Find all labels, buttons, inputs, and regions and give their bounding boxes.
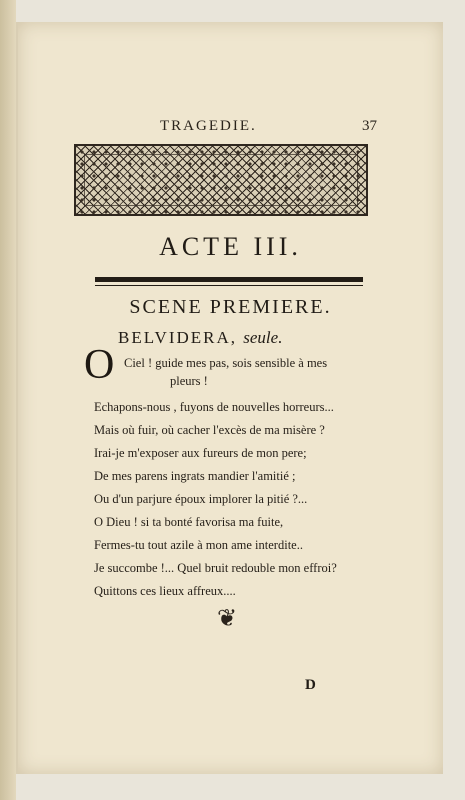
speaker-line [118, 328, 282, 348]
speaker-name: BELVIDERA, [118, 328, 238, 347]
decorative-headpiece [74, 144, 368, 216]
scene-title: SCENE PREMIERE. [129, 296, 332, 318]
verse-line: Ciel ! guide mes pas, sois sensible à mes [124, 356, 328, 370]
drop-cap: O [84, 342, 115, 388]
speaker-note: seule. [243, 328, 283, 347]
binding-gutter [0, 0, 16, 800]
signature-mark: D [305, 677, 316, 693]
verse-line: Irai-je m'exposer aux fureurs de mon pere; [94, 446, 307, 460]
thick-rule [95, 277, 363, 282]
page-number: 37 [362, 118, 377, 134]
verse-line: Quittons ces lieux affreux.... [94, 584, 236, 598]
verse-line: pleurs ! [170, 374, 208, 388]
book-page [16, 22, 443, 774]
thin-rule [95, 285, 363, 286]
verse-line: De mes parens ingrats mandier l'amitié ; [94, 469, 296, 483]
headpiece-border [84, 154, 358, 206]
act-title: ACTE III. [159, 232, 302, 261]
running-title: TRAGEDIE. [160, 118, 257, 134]
verse-line: Mais où fuir, où cacher l'excès de ma misère ? [94, 423, 325, 437]
verse-line: Ou d'un parjure époux implorer la pitié ?... [94, 492, 308, 506]
verse-line: O Dieu ! si ta bonté favorisa ma fuite, [94, 515, 284, 529]
fleuron-ornament-icon: ❦ [216, 604, 238, 632]
verse-line: Fermes-tu tout azile à mon ame interdite.. [94, 538, 303, 552]
verse-line: Echapons-nous , fuyons de nouvelles horreurs... [94, 400, 334, 414]
verse-line: Je succombe !... Quel bruit redouble mon effroi? [94, 561, 337, 575]
